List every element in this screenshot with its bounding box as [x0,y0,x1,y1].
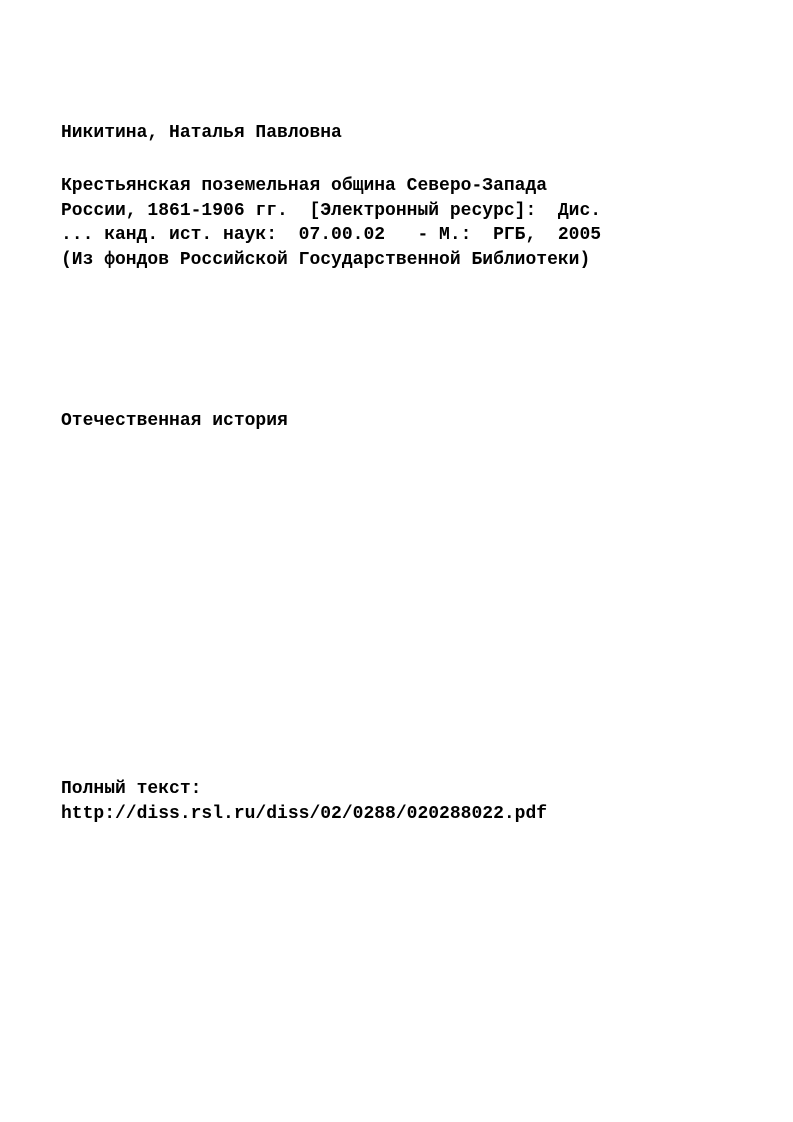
fulltext-label: Полный текст: [61,779,202,799]
subject-heading: Отечественная история [61,411,288,431]
fulltext-url: http://diss.rsl.ru/diss/02/0288/020288022.pdf [61,804,548,824]
title-line: ... канд. ист. наук: 07.00.02 - М.: РГБ, 2005 [61,225,602,245]
title-line: Крестьянская поземельная община Северо-Запада [61,176,548,196]
title-line: (Из фондов Российской Государственной Библиотеки) [61,250,591,270]
title-line: России, 1861-1906 гг. [Электронный ресурс]: Дис. [61,201,602,221]
author-name: Никитина, Наталья Павловна [61,123,342,143]
